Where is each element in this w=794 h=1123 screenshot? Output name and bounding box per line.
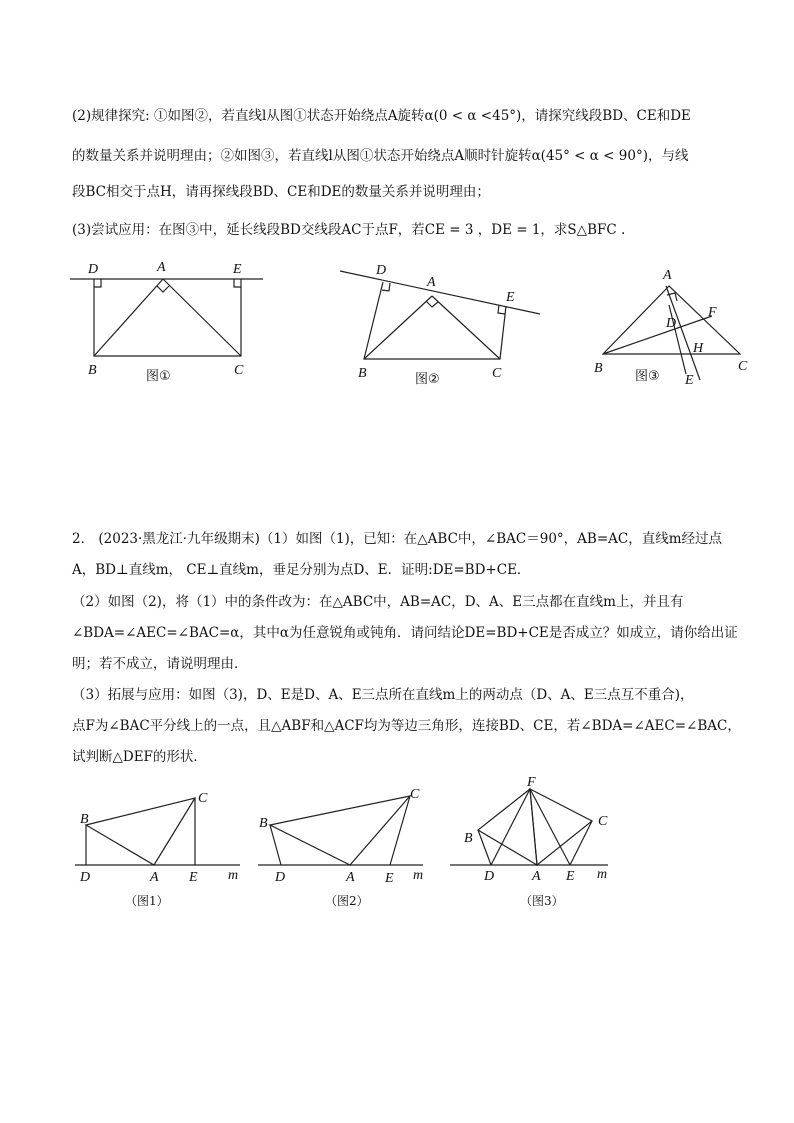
problem2-line-1: 2． (2023·黑龙江·九年级期末)（1）如图（1)，已知：在△ABC中，∠BAC＝90°，AB=AC，直线m经过点 xyxy=(72,531,723,547)
p2fig3-label-F: F xyxy=(527,775,536,790)
problem2-figure-2 xyxy=(253,785,433,915)
fig3-caption: 图③ xyxy=(635,369,660,384)
p2fig2-label-A: A xyxy=(346,870,355,885)
p2fig2-label-E: E xyxy=(385,871,394,886)
fig2-label-C: C xyxy=(492,366,502,381)
problem1-line-4: (3)尝试应用：在图③中，延长线段BD交线段AC于点F，若CE = 3 ，DE = 1，求S△BFC . xyxy=(72,222,626,238)
fig1-label-A: A xyxy=(157,260,166,275)
fig1-label-E: E xyxy=(233,262,242,277)
p2fig2-label-m: m xyxy=(413,868,424,883)
p2fig3-label-A: A xyxy=(532,869,541,884)
problem2-figure-1 xyxy=(70,785,250,915)
p2fig3-label-E: E xyxy=(566,869,575,884)
p2fig1-label-E: E xyxy=(189,870,198,885)
p2fig1-label-C: C xyxy=(198,791,208,806)
fig3-label-F: F xyxy=(708,305,717,320)
problem2-figure-3 xyxy=(445,775,625,915)
problem2-line-2: A，BD⊥直线m， CE⊥直线m，垂足分别为点D、E．证明:DE=BD+CE． xyxy=(72,562,531,578)
fig1-caption: 图① xyxy=(146,369,171,384)
p2fig2-label-D: D xyxy=(275,870,286,885)
p2fig2-label-C: C xyxy=(410,787,420,802)
fig2-label-E: E xyxy=(506,290,515,305)
fig2-caption: 图② xyxy=(415,372,440,387)
problem1-figure-2 xyxy=(335,255,555,390)
fig1-label-C: C xyxy=(234,363,244,378)
problem1-figure-3 xyxy=(590,260,760,395)
p2fig1-caption: （图1） xyxy=(125,894,169,908)
p2fig1-label-m: m xyxy=(228,868,239,883)
p2fig2-label-B: B xyxy=(259,816,268,831)
fig2-label-B: B xyxy=(358,366,367,381)
p2fig3-label-m: m xyxy=(597,867,608,882)
fig3-label-A: A xyxy=(663,268,672,283)
problem2-line-3: （2）如图（2)，将（1）中的条件改为：在△ABC中，AB=AC，D、A、E三点都在直线m上，并且有 xyxy=(72,594,684,610)
p2fig2-caption: （图2） xyxy=(325,894,369,908)
p2fig1-label-D: D xyxy=(80,870,91,885)
p2fig3-label-B: B xyxy=(464,831,473,846)
p2fig3-label-D: D xyxy=(484,869,495,884)
problem2-line-7: 点F为∠BAC平分线上的一点，且△ABF和△ACF均为等边三角形，连接BD、CE，若∠BDA=∠AEC=∠BAC， xyxy=(72,718,741,734)
problem1-line-3: 段BC相交于点H，请再探线段BD、CE和DE的数量关系并说明理由； xyxy=(72,184,490,200)
fig1-label-D: D xyxy=(88,262,99,277)
problem2-line-8: 试判断△DEF的形状． xyxy=(72,749,207,765)
fig3-label-D: D xyxy=(666,316,677,331)
fig2-label-A: A xyxy=(427,275,436,290)
problem2-line-4: ∠BDA=∠AEC=∠BAC=α，其中α为任意锐角或钝角．请问结论DE=BD+CE是否成立？如成立，请你给出证 xyxy=(72,625,738,641)
problem1-line-1: (2)规律探究: ①如图②，若直线l从图①状态开始绕点A旋转α(0 < α <45°)，请探究线段BD、CE和DE xyxy=(72,108,691,124)
problem2-line-6: （3）拓展与应用：如图（3)，D、E是D、A、E三点所在直线m上的两动点（D、A、E三点互不重合)， xyxy=(72,687,694,703)
problem1-figure-1 xyxy=(60,255,280,390)
p2fig3-caption: （图3） xyxy=(520,894,564,908)
problem2-line-5: 明；若不成立，请说明理由． xyxy=(72,656,248,672)
p2fig1-label-A: A xyxy=(150,870,159,885)
problem1-line-2: 的数量关系并说明理由；②如图③，若直线l从图①状态开始绕点A顺时针旋转α(45° < α < 90°)，与线 xyxy=(72,148,689,164)
fig3-label-C: C xyxy=(738,359,748,374)
fig3-label-E: E xyxy=(685,373,694,388)
fig3-label-H: H xyxy=(693,341,704,356)
fig2-label-D: D xyxy=(376,263,387,278)
p2fig3-label-C: C xyxy=(598,814,608,829)
fig3-label-B: B xyxy=(594,361,603,376)
fig1-label-B: B xyxy=(88,363,97,378)
p2fig1-label-B: B xyxy=(80,812,89,827)
